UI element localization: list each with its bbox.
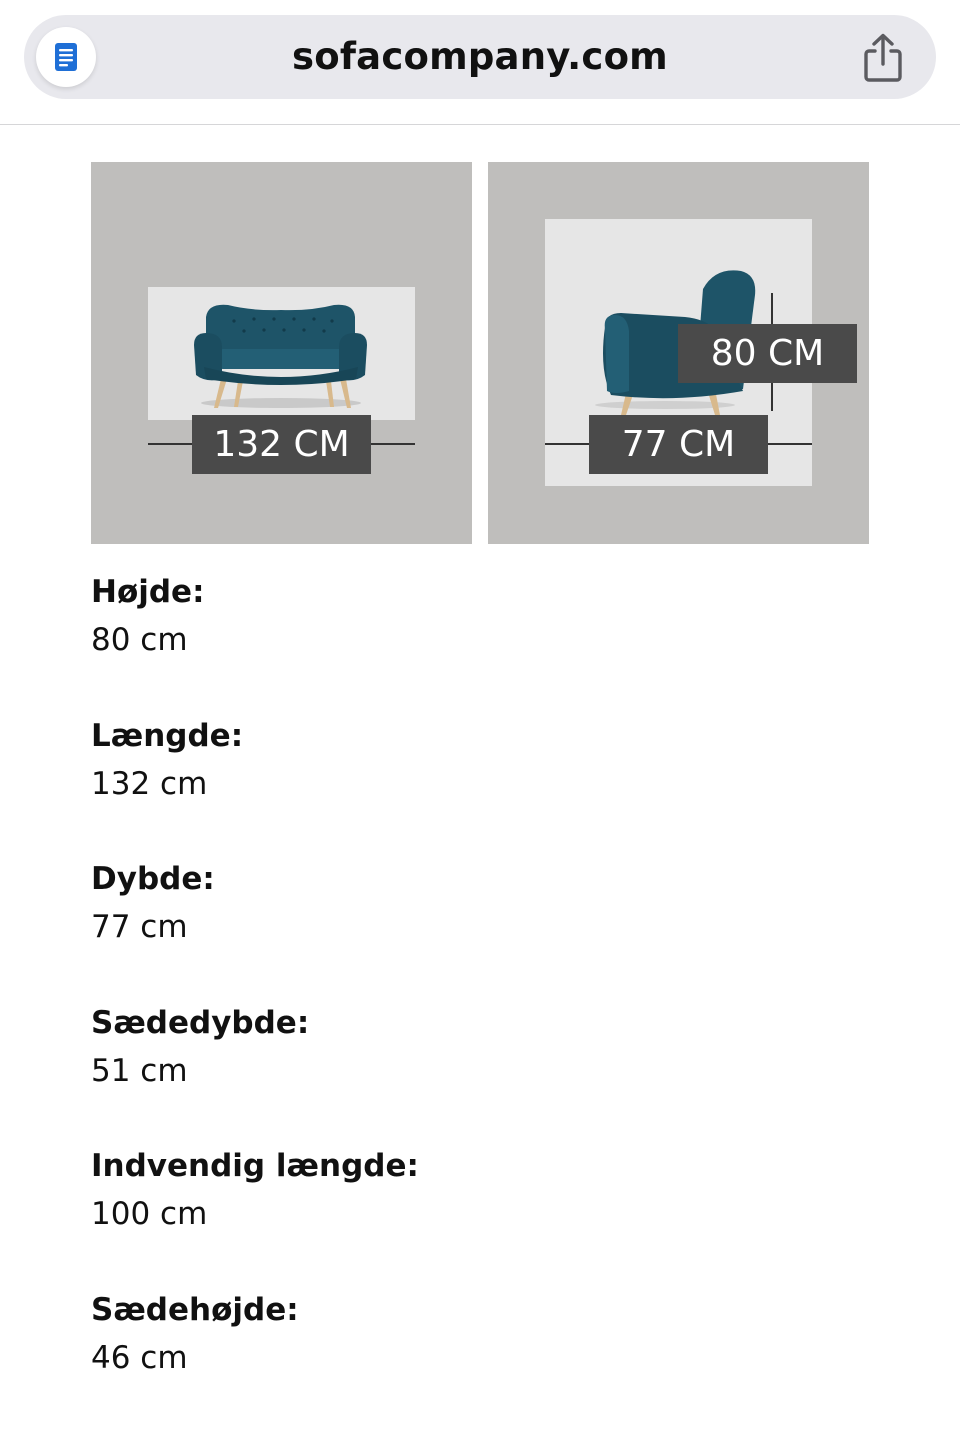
spec-label: Længde: (91, 714, 871, 758)
spec-height (91, 570, 871, 714)
reader-view-button[interactable] (36, 27, 96, 87)
spec-value: 132 cm (91, 758, 871, 810)
address-bar[interactable] (24, 15, 936, 99)
url-text[interactable]: sofacompany.com (24, 15, 936, 99)
spec-inner-length (91, 1144, 871, 1288)
spec-label: Dybde: (91, 857, 871, 901)
height-dimension-label: 80 CM (678, 324, 857, 383)
spec-seat-depth (91, 1001, 871, 1145)
spec-value: 51 cm (91, 1045, 871, 1097)
spec-depth (91, 857, 871, 1001)
depth-dimension-label: 77 CM (589, 415, 768, 474)
share-icon[interactable] (860, 33, 906, 83)
spec-label: Indvendig længde: (91, 1144, 871, 1188)
width-dimension-label: 132 CM (192, 415, 371, 474)
spec-value: 100 cm (91, 1188, 871, 1240)
spec-value: 77 cm (91, 901, 871, 953)
side-dimension-image (488, 162, 869, 544)
reader-view-icon (50, 41, 82, 73)
spec-value: 46 cm (91, 1332, 871, 1384)
sofa-front-photo (148, 287, 415, 420)
front-dimension-image (91, 162, 472, 544)
browser-toolbar (0, 0, 960, 125)
spec-seat-height (91, 1288, 871, 1431)
spec-value: 80 cm (91, 614, 871, 666)
spec-label: Sædedybde: (91, 1001, 871, 1045)
spec-label: Højde: (91, 570, 871, 614)
spec-length (91, 714, 871, 858)
spec-label: Sædehøjde: (91, 1288, 871, 1332)
sofa-front-illustration (148, 287, 415, 420)
dimension-specs-list (91, 570, 871, 1431)
